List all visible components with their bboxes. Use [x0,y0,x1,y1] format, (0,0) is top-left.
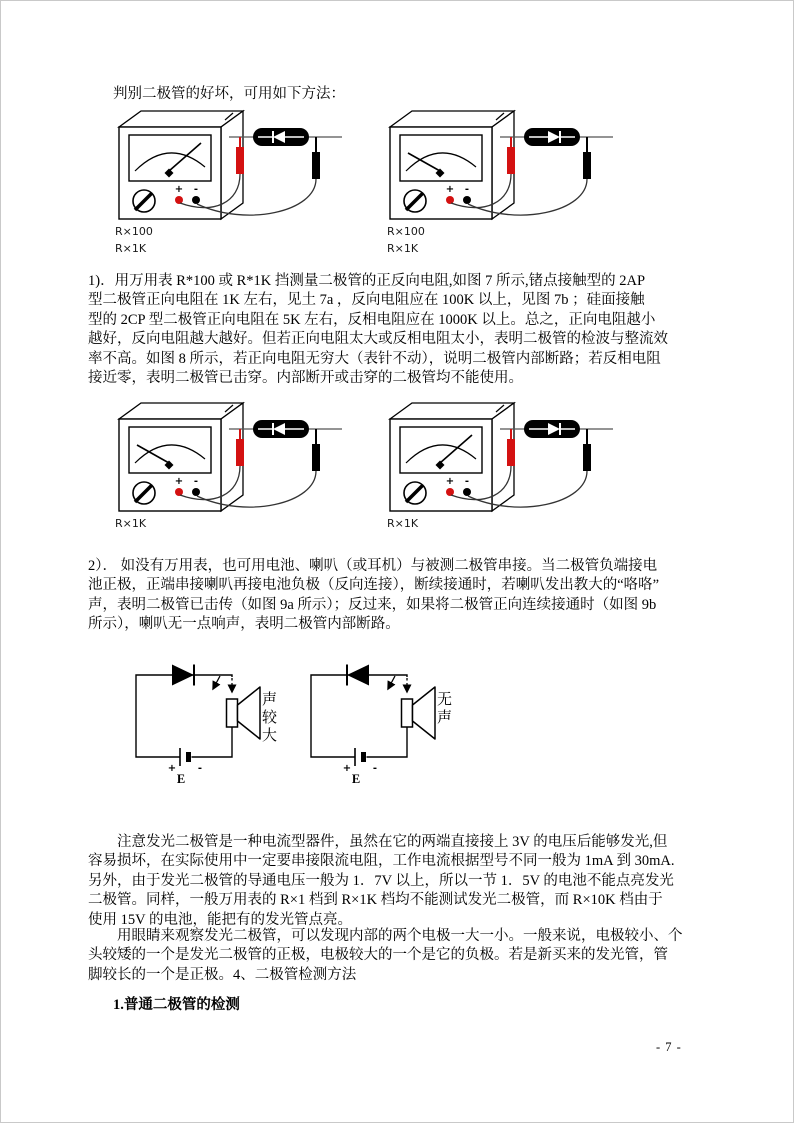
paragraph-4 [88,927,683,985]
text-line: 脚较长的一个是正极。4、二极管检测方法 [88,966,357,983]
battery-minus-label: - [197,763,203,774]
text-line: 1)．用万用表 R*100 或 R*1K 挡测量二极管的正反向电阻,如图 7 所示,锗点接触型的 2AP [88,273,646,289]
text-line: 注意发光二极管是一种电流型器件，虽然在它的两端直接接上 3V 的电压后能够发光,但 [117,834,668,850]
minus-terminal-label: - [464,476,470,487]
plus-terminal-label: + [445,476,455,487]
section-heading: 1.普通二极管的检测 [113,997,240,1013]
fig9b-caption: 无声 [435,691,451,727]
paragraph-3 [88,833,674,930]
intro-line: 判别二极管的好坏，可用如下方法： [113,86,345,102]
text-line: 另外，由于发光二极管的导通电压一般为 1．7V 以上，所以一节 1．5V 的电池不能点亮发光 [88,872,674,889]
text-line: 率不高。如图 8 所示，若正向电阻无穷大（表针不动），说明二极管内部断路；若反相电阻 [88,350,661,367]
battery-plus-label: + [342,763,352,774]
text-line: 容易损坏，在实际使用中一定要串接限流电阻，工作电流根据型号不同一般为 1mA 到 30mA. [88,853,675,870]
plus-terminal-label: + [174,184,184,195]
fig9a-caption: 声较大 [260,691,276,745]
figure9a-speaker-circuit [132,661,272,786]
text-line: 用眼睛来观察发光二极管，可以发现内部的两个电极一大一小。一般来说，电极较小、个 [117,928,683,944]
fig7a-range-label-1: R×100 [115,225,153,238]
fig7b-range-label-1: R×100 [387,225,425,238]
plus-terminal-label: + [174,476,184,487]
minus-terminal-label: - [193,476,199,487]
minus-terminal-label: - [464,184,470,195]
text-line: 声，表明二极管已击传（如图 9a 所示）；反过来，如果将二极管正向连续接通时（如图 9b [88,596,657,613]
text-line: 型的 2CP 型二极管正向电阻在 5K 左右，反相电阻应在 1000K 以上。总之，正向电阻越小 [88,311,656,328]
paragraph-2 [88,557,659,635]
battery-minus-label: - [372,763,378,774]
text-line: 接近零，表明二极管已击穿。内部断开或击穿的二极管均不能使用。 [88,370,523,387]
text-line: 2）． 如没有万用表，也可用电池、喇叭（或耳机）与被测二极管串接。当二极管负端接电 [88,558,658,574]
figure7a-multimeter-illustration [111,107,346,229]
text-line: 池正极，正端串接喇叭再接电池负极（反向连接），断续接通时，若喇叭发出教大的“咯咯” [88,577,660,594]
figure8b-multimeter-illustration [382,399,617,521]
figure9b-speaker-circuit [307,661,447,786]
battery-name-label: E [176,772,186,786]
figure7b-multimeter-illustration [382,107,617,229]
battery-name-label: E [351,772,361,786]
battery-plus-label: + [167,763,177,774]
plus-terminal-label: + [445,184,455,195]
figure8a-multimeter-illustration [111,399,346,521]
fig8b-range-label: R×1K [387,517,419,530]
text-line: 型二极管正向电阻在 1K 左右，见土 7a ，反向电阻应在 100K 以上，见图 7b ；硅面接触 [88,292,645,309]
text-line: 所示），喇叭无一点响声，表明二极管内部断路。 [88,616,400,633]
paragraph-1 [88,272,668,388]
text-line: 使用 15V 的电池，能把有的发光管点亮。 [88,911,352,928]
minus-terminal-label: - [193,184,199,195]
fig7a-range-label-2: R×1K [115,242,147,255]
page-number: - 7 - [656,1040,682,1054]
fig8a-range-label: R×1K [115,517,147,530]
text-line: 头较矮的一个是发光二极管的正极，电极较大的一个是它的负极。若是新买来的发光管，管 [88,947,668,964]
text-line: 越好，反向电阻越大越好。但若正向电阻太大或反相电阻太小，表明二极管的检波与整流效 [88,331,668,348]
text-line: 二极管。同样，一般万用表的 R×1 档到 R×1K 档均不能测试发光二极管，而 R×10K 档由于 [88,892,663,909]
fig7b-range-label-2: R×1K [387,242,419,255]
